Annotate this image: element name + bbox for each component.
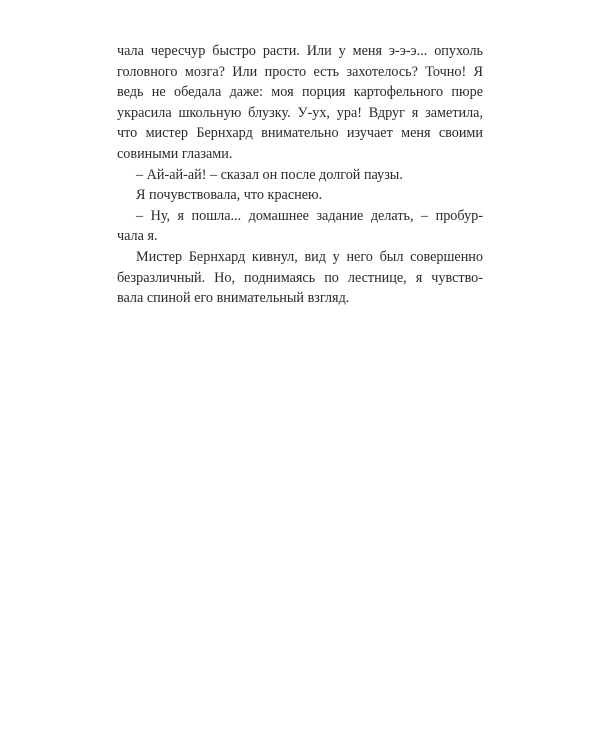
text-line: Я почувствовала, что краснею. bbox=[136, 187, 323, 204]
text-line: Мистер Бернхард кивнул, вид у него был совершенно bbox=[136, 248, 483, 265]
text-line: что мистер Бернхард внимательно изучает меня своими bbox=[117, 125, 483, 142]
text-line: головного мозга? Или просто есть захотелось? Точно! Я bbox=[117, 63, 483, 80]
text-line: ведь не обедала даже: моя порция картофельного пюре bbox=[117, 84, 483, 101]
text-line: вала спиной его внимательный взгляд. bbox=[117, 290, 350, 307]
text-line: совиными глазами. bbox=[117, 145, 233, 162]
text-line: чала чересчур быстро расти. Или у меня э-э-э... опухоль bbox=[117, 43, 483, 59]
text-line: украсила школьную блузку. У-ух, ура! Вдруг я заметила, bbox=[117, 104, 483, 121]
text-line: – Ну, я пошла... домашнее задание делать, – пробур- bbox=[136, 207, 483, 224]
text-line: – Ай-ай-ай! – сказал он после долгой паузы. bbox=[136, 166, 403, 183]
text-line: чала я. bbox=[117, 228, 158, 245]
body-text bbox=[117, 41, 483, 309]
text-line: безразличный. Но, поднимаясь по лестнице, я чувство- bbox=[117, 269, 483, 286]
